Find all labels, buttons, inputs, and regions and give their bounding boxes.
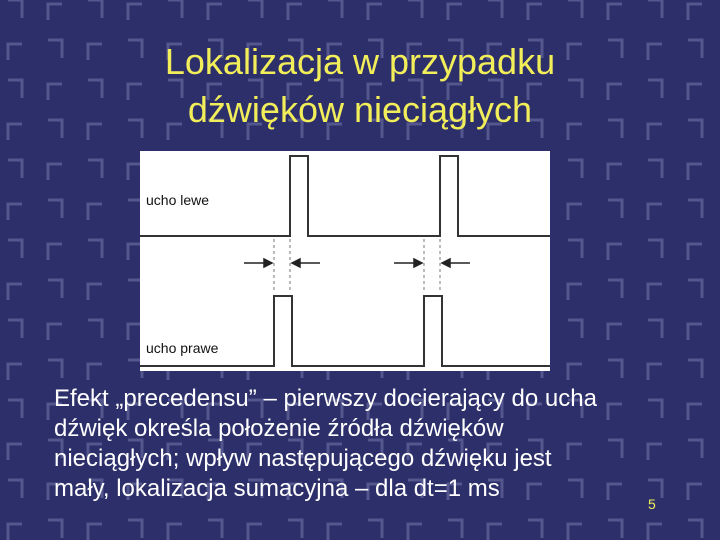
- pattern-mark: [8, 364, 22, 380]
- slide-title: [60, 38, 660, 134]
- pattern-mark: [648, 284, 662, 300]
- pattern-mark: [88, 320, 102, 338]
- pattern-mark: [648, 160, 662, 178]
- pattern-mark: [688, 324, 702, 340]
- delay-arrow-group-2: [394, 259, 470, 267]
- pattern-mark: [88, 240, 102, 258]
- pattern-mark: [688, 120, 702, 138]
- pattern-mark: [8, 480, 22, 498]
- pattern-mark: [408, 0, 422, 18]
- pattern-mark: [208, 520, 222, 538]
- pattern-mark: [288, 520, 302, 538]
- pattern-mark: [8, 240, 22, 258]
- pattern-mark: [88, 160, 102, 178]
- pattern-mark: [688, 360, 702, 378]
- pattern-mark: [688, 4, 702, 20]
- pattern-mark: [48, 200, 62, 218]
- pattern-mark: [8, 124, 22, 140]
- pattern-mark: [8, 44, 22, 60]
- pattern-mark: [8, 444, 22, 460]
- pattern-mark: [608, 244, 622, 260]
- pattern-mark: [288, 4, 302, 20]
- pattern-mark: [8, 0, 22, 18]
- pattern-mark: [208, 4, 222, 20]
- pattern-mark: [608, 520, 622, 538]
- pattern-mark: [648, 240, 662, 258]
- pattern-mark: [568, 364, 582, 380]
- pattern-mark: [688, 84, 702, 100]
- pattern-mark: [568, 284, 582, 300]
- pattern-mark: [128, 4, 142, 20]
- pattern-mark: [48, 4, 62, 20]
- body-line-3: nieciągłych; wpływ następującego dźwięku jest: [54, 445, 552, 472]
- pattern-mark: [408, 524, 422, 540]
- slide-number: 5: [648, 496, 656, 512]
- pattern-mark: [368, 4, 382, 20]
- pattern-mark: [48, 324, 62, 340]
- pattern-mark: [8, 320, 22, 338]
- pattern-mark: [608, 200, 622, 218]
- pattern-mark: [88, 204, 102, 220]
- pattern-mark: [528, 520, 542, 538]
- pattern-mark: [528, 4, 542, 20]
- title-line-1: Lokalizacja w przypadku: [164, 41, 556, 82]
- slide-body-text: [54, 384, 694, 504]
- pattern-mark: [608, 360, 622, 378]
- pattern-mark: [568, 524, 582, 540]
- pattern-mark: [248, 524, 262, 540]
- title-line-2: dźwięków nieciągłych: [187, 89, 533, 130]
- pattern-mark: [328, 524, 342, 540]
- pattern-mark: [568, 320, 582, 338]
- pattern-mark: [608, 4, 622, 20]
- pattern-mark: [688, 200, 702, 218]
- pattern-mark: [248, 0, 262, 18]
- pattern-mark: [608, 280, 622, 298]
- pattern-mark: [688, 280, 702, 298]
- pattern-mark: [8, 284, 22, 300]
- label-right-ear: ucho prawe: [146, 340, 219, 356]
- pattern-mark: [8, 80, 22, 98]
- pattern-mark: [568, 160, 582, 178]
- pattern-mark: [448, 520, 462, 538]
- pattern-mark: [368, 520, 382, 538]
- pattern-mark: [568, 204, 582, 220]
- pattern-mark: [8, 400, 22, 418]
- pattern-mark: [48, 360, 62, 378]
- pattern-mark: [648, 204, 662, 220]
- pattern-mark: [128, 520, 142, 538]
- label-left-ear: ucho lewe: [146, 192, 210, 208]
- pattern-mark: [488, 524, 502, 540]
- pattern-mark: [688, 40, 702, 58]
- pattern-mark: [648, 0, 662, 18]
- pattern-mark: [88, 284, 102, 300]
- pattern-mark: [688, 164, 702, 180]
- pattern-mark: [568, 240, 582, 258]
- pattern-mark: [88, 364, 102, 380]
- pattern-mark: [568, 0, 582, 18]
- pattern-mark: [688, 520, 702, 538]
- pattern-mark: [48, 520, 62, 538]
- pattern-mark: [608, 324, 622, 340]
- pulse-diagram: [140, 151, 550, 371]
- pattern-mark: [488, 0, 502, 18]
- pattern-mark: [88, 524, 102, 540]
- pattern-mark: [328, 0, 342, 18]
- pattern-mark: [448, 4, 462, 20]
- pattern-mark: [688, 244, 702, 260]
- pattern-mark: [648, 524, 662, 540]
- pattern-mark: [168, 0, 182, 18]
- pulse-diagram-svg: [140, 151, 550, 371]
- pattern-mark: [8, 204, 22, 220]
- delay-arrow-group-1: [244, 259, 320, 267]
- pattern-mark: [608, 164, 622, 180]
- pattern-mark: [8, 160, 22, 178]
- pattern-mark: [88, 0, 102, 18]
- body-line-1: Efekt „precedensu” – pierwszy docierający do ucha: [54, 385, 597, 412]
- body-line-2: dźwięk określa położenie źródła dźwięków: [54, 415, 504, 442]
- pattern-mark: [8, 524, 22, 540]
- pattern-mark: [48, 164, 62, 180]
- pattern-mark: [648, 364, 662, 380]
- pattern-mark: [168, 524, 182, 540]
- pattern-mark: [648, 320, 662, 338]
- pattern-mark: [48, 244, 62, 260]
- pattern-mark: [48, 280, 62, 298]
- body-line-4: mały, lokalizacja sumacyjna – dla dt=1 ms: [54, 475, 500, 502]
